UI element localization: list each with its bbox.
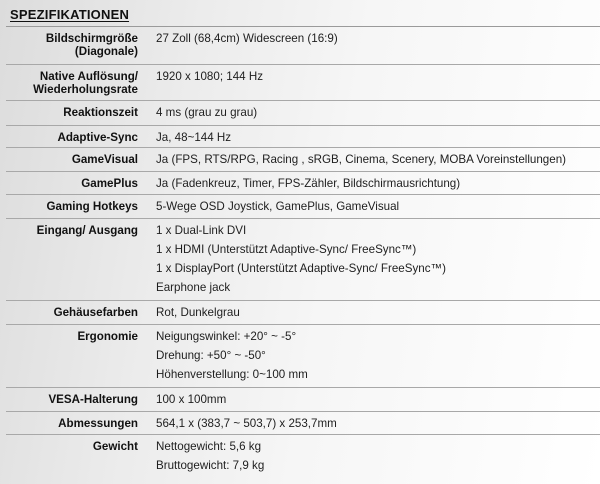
spec-label: GameVisual [6, 148, 146, 172]
spec-row-housing-colors [6, 301, 600, 325]
spec-value: Ja (Fadenkreuz, Timer, FPS-Zähler, Bildschirmausrichtung) [146, 172, 600, 195]
spec-label: Ergonomie [6, 325, 146, 388]
spec-label: Gaming Hotkeys [6, 195, 146, 219]
spec-label: Adaptive-Sync [6, 126, 146, 148]
spec-label: GamePlus [6, 172, 146, 195]
spec-label: Reaktionszeit [6, 101, 146, 126]
spec-value: 1920 x 1080; 144 Hz [146, 65, 600, 101]
spec-row-gamevisual [6, 148, 600, 172]
spec-row-gaming-hotkeys [6, 195, 600, 219]
spec-header [10, 6, 129, 24]
spec-table [6, 26, 600, 478]
spec-value: 27 Zoll (68,4cm) Widescreen (16:9) [146, 27, 600, 65]
spec-row-dimensions [6, 412, 600, 435]
spec-label: VESA-Halterung [6, 388, 146, 412]
spec-row-resolution [6, 65, 600, 101]
spec-value: 4 ms (grau zu grau) [146, 101, 600, 126]
spec-row-io-ports [6, 219, 600, 301]
spec-value: Nettogewicht: 5,6 kg Bruttogewicht: 7,9 kg [146, 435, 600, 479]
spec-row-response-time [6, 101, 600, 126]
spec-row-vesa [6, 388, 600, 412]
spec-value: Neigungswinkel: +20° ~ -5° Drehung: +50° ~ -50° Höhenverstellung: 0~100 mm [146, 325, 600, 388]
spec-label: Gehäusefarben [6, 301, 146, 325]
spec-title: SPEZIFIKATIONEN [10, 7, 130, 22]
spec-value: 100 x 100mm [146, 388, 600, 412]
spec-value: 564,1 x (383,7 ~ 503,7) x 253,7mm [146, 412, 600, 435]
spec-row-ergonomics [6, 325, 600, 388]
spec-value: Ja, 48~144 Hz [146, 126, 600, 148]
spec-value: 5-Wege OSD Joystick, GamePlus, GameVisual [146, 195, 600, 219]
spec-row-adaptive-sync [6, 126, 600, 148]
spec-label: Gewicht [6, 435, 146, 479]
spec-value: Rot, Dunkelgrau [146, 301, 600, 325]
spec-label: Native Auflösung/ Wiederholungsrate [6, 65, 146, 101]
spec-label: Bildschirmgröße (Diagonale) [6, 27, 146, 65]
spec-value: Ja (FPS, RTS/RPG, Racing , sRGB, Cinema, Scenery, MOBA Voreinstellungen) [146, 148, 600, 172]
spec-value: 1 x Dual-Link DVI 1 x HDMI (Unterstützt Adaptive-Sync/ FreeSync™) 1 x DisplayPort (Unterstützt Adaptive-Sync/ FreeSync™) Earphone jack [146, 219, 600, 301]
spec-row-weight [6, 435, 600, 479]
spec-row-gameplus [6, 172, 600, 195]
spec-row-screen-size [6, 27, 600, 65]
spec-label: Abmessungen [6, 412, 146, 435]
spec-label: Eingang/ Ausgang [6, 219, 146, 301]
